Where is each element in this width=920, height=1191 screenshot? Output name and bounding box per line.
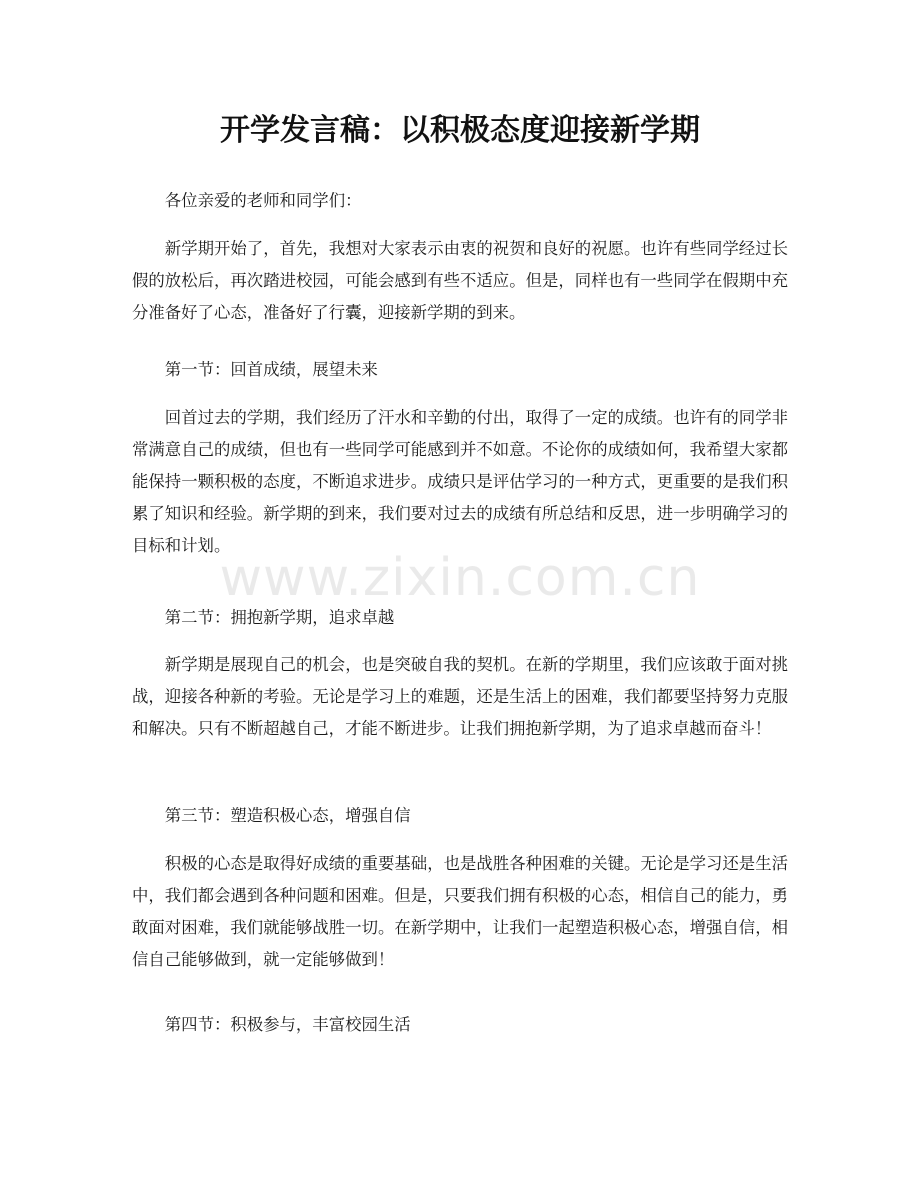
section-heading-2: 第二节：拥抱新学期，追求卓越 xyxy=(164,608,395,627)
section-heading-3: 第三节：塑造积极心态，增强自信 xyxy=(164,806,411,825)
section-heading-4: 第四节：积极参与，丰富校园生活 xyxy=(164,1015,411,1034)
paragraph-section-2: 新学期是展现自己的机会，也是突破自我的契机。在新的学期里，我们应该敢于面对挑战，迎接各种新的考验。无论是学习上的难题，还是生活上的困难，我们都要坚持努力克服和解决。只有不断超越自己，才能不断进步。让我们拥抱新学期，为了追求卓越而奋斗！ xyxy=(132,655,788,738)
salutation: 各位亲爱的老师和同学们： xyxy=(164,191,362,210)
section-heading-1: 第一节：回首成绩，展望未来 xyxy=(164,360,378,379)
paragraph-intro: 新学期开始了，首先，我想对大家表示由衷的祝贺和良好的祝愿。也许有些同学经过长假的放松后，再次踏进校园，可能会感到有些不适应。但是，同样也有一些同学在假期中充分准备好了心态，准备好了行囊，迎接新学期的到来。 xyxy=(132,239,788,322)
document-title: 开学发言稿：以积极态度迎接新学期 xyxy=(220,113,700,148)
paragraph-section-1: 回首过去的学期，我们经历了汗水和辛勤的付出，取得了一定的成绩。也许有的同学非常满意自己的成绩，但也有一些同学可能感到并不如意。不论你的成绩如何，我希望大家都能保持一颗积极的态度，不断追求进步。成绩只是评估学习的一种方式，更重要的是我们积累了知识和经验。新学期的到来，我们要对过去的成绩有所总结和反思，进一步明确学习的目标和计划。 xyxy=(132,408,788,555)
watermark: www.zixin.com.cn xyxy=(219,548,701,608)
paragraph-section-3: 积极的心态是取得好成绩的重要基础，也是战胜各种困难的关键。无论是学习还是生活中，我们都会遇到各种问题和困难。但是，只要我们拥有积极的心态，相信自己的能力，勇敢面对困难，我们就能够战胜一切。在新学期中，让我们一起塑造积极心态，增强自信，相信自己能够做到，就一定能够做到！ xyxy=(132,854,788,969)
